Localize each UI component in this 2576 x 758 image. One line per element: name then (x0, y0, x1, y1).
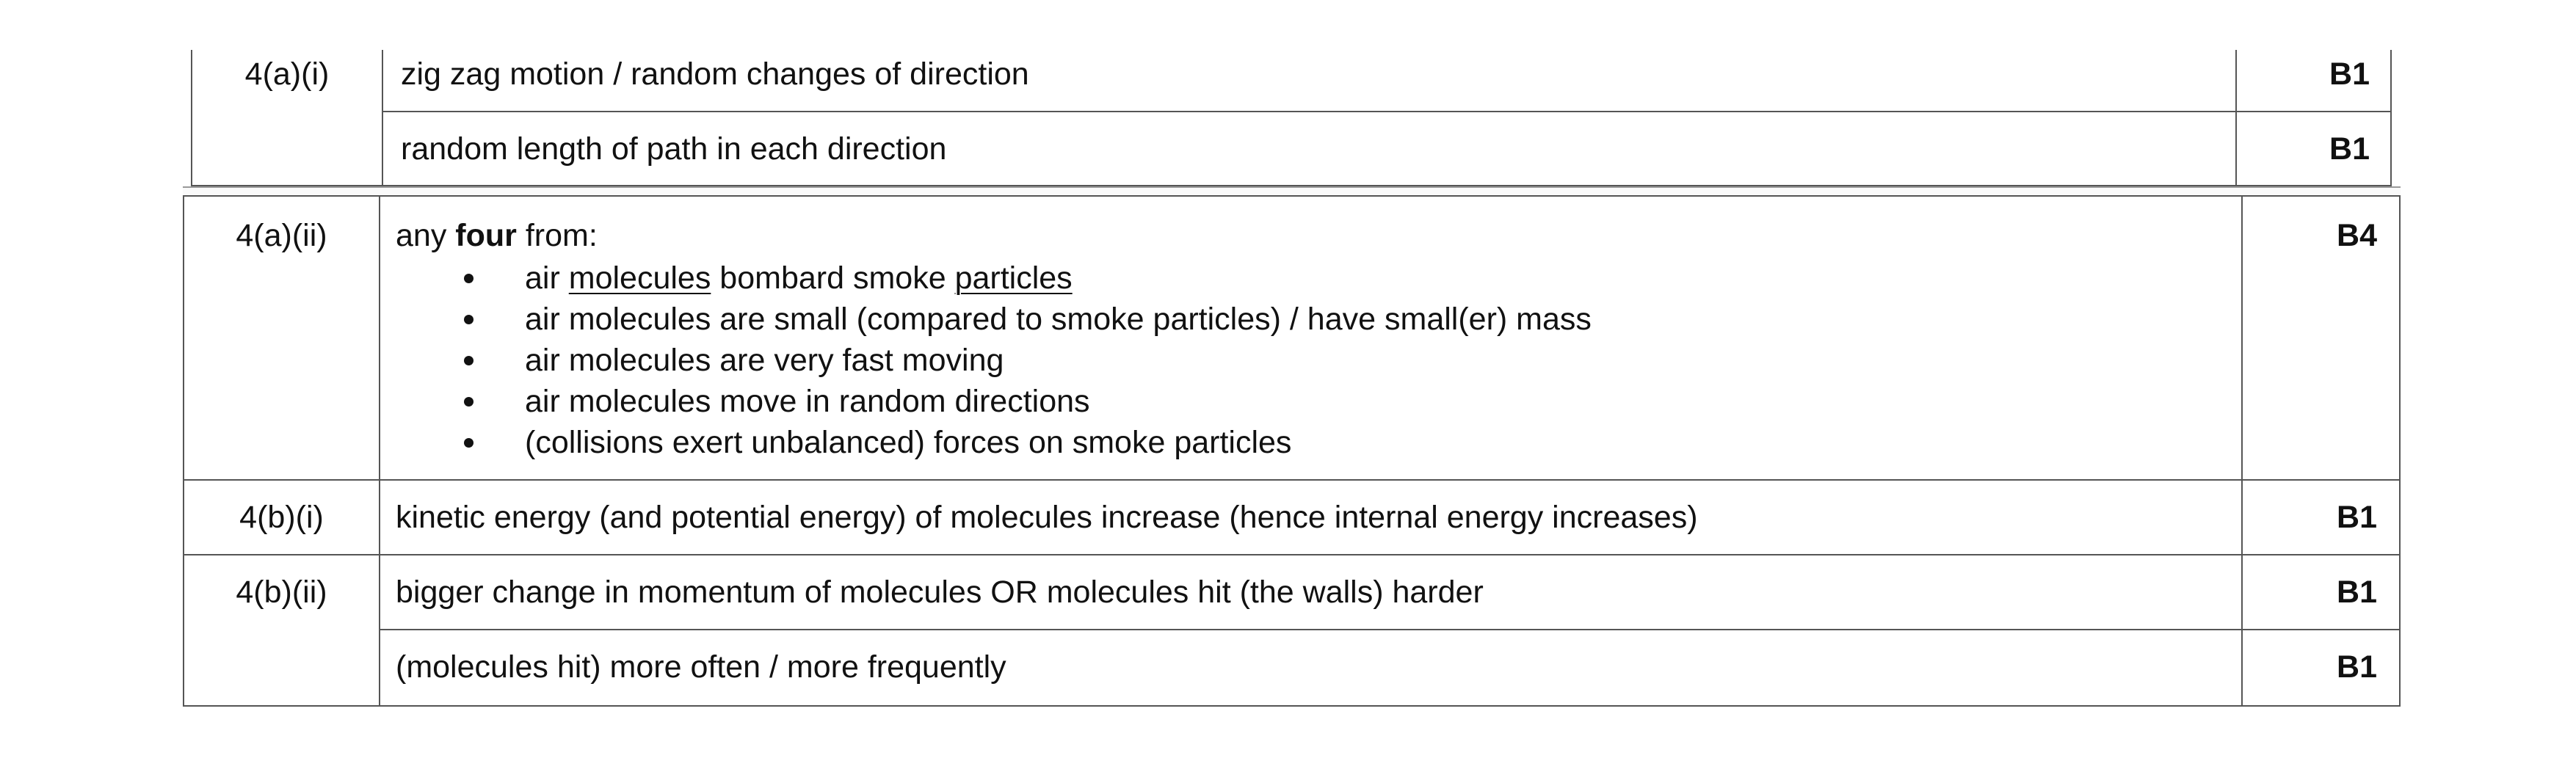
question-number: 4(b)(i) (239, 500, 324, 535)
row-divider (183, 554, 2401, 555)
question-number: 4(b)(ii) (236, 575, 327, 610)
row-divider (183, 479, 2401, 481)
bullet-dot (464, 356, 474, 365)
bullet-item: air molecules move in random directions (525, 384, 1090, 419)
bullet-item: air molecules are small (compared to smoke particles) / have small(er) mass (525, 302, 1592, 337)
answer-text: bigger change in momentum of molecules OR molecules hit (the walls) harder (396, 575, 1484, 610)
mark-code: B1 (2329, 57, 2370, 92)
answer-intro: any four from: (396, 218, 598, 253)
bullet-dot (464, 274, 474, 283)
bullet-item: air molecules bombard smoke particles (525, 260, 1073, 296)
bullet-dot (464, 438, 474, 448)
mark-code: B1 (2337, 500, 2377, 535)
row-divider (382, 111, 2392, 112)
bullet-dot (464, 315, 474, 324)
mark-code: B1 (2329, 131, 2370, 167)
table-break (183, 186, 2401, 195)
bullet-item: air molecules are very fast moving (525, 343, 1004, 378)
column-divider (382, 50, 383, 186)
column-divider (2235, 50, 2237, 186)
answer-text: random length of path in each direction (401, 131, 947, 167)
bullet-item: (collisions exert unbalanced) forces on smoke particles (525, 425, 1292, 460)
answer-text: zig zag motion / random changes of direction (401, 57, 1029, 92)
answer-text: (molecules hit) more often / more frequently (396, 649, 1006, 685)
mark-code: B1 (2337, 649, 2377, 685)
question-number: 4(a)(ii) (236, 218, 327, 253)
mark-code: B1 (2337, 575, 2377, 610)
mark-code: B4 (2337, 218, 2377, 253)
answer-text: kinetic energy (and potential energy) of molecules increase (hence internal energy increases) (396, 500, 1698, 535)
bullet-dot (464, 397, 474, 407)
question-number: 4(a)(i) (244, 57, 330, 92)
row-divider (379, 629, 2401, 630)
